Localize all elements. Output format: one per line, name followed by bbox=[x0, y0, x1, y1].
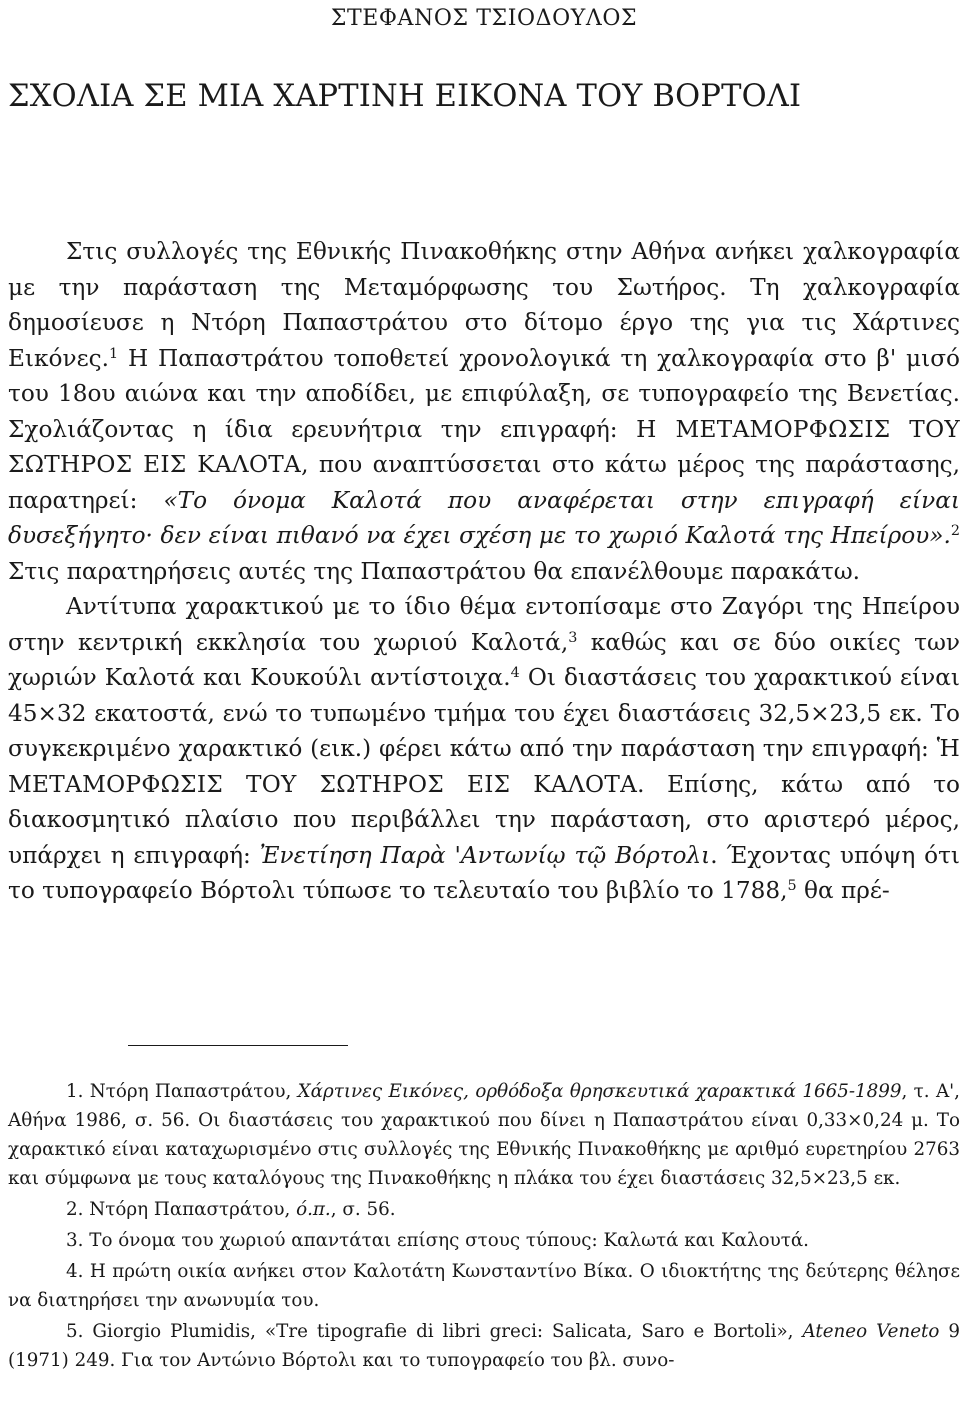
footnote-1-text-b: , τ. Α', Αθήνα 1986, σ. 56. Οι διαστάσεις του χαρακτικού που δίνει η Παπαστράτου είναι 0,33×0,24 μ. Το χαρακτικό είναι καταχωρισμένο στις συλλογές της Εθνικής Πινακοθήκης με αριθμό ευρετηρίου 2763 και σύμφωνα με τους καταλόγους της Πινακοθήκης η πλάκα του έχει διαστάσεις 32,5×23,5 εκ. bbox=[8, 1081, 960, 1189]
article-title: ΣΧΟΛΙΑ ΣΕ ΜΙΑ ΧΑΡΤΙΝΗ ΕΙΚΟΝΑ ΤΟΥ ΒΟΡΤΟΛΙ bbox=[8, 79, 802, 114]
footnote-2-text-b: , σ. 56. bbox=[330, 1199, 396, 1220]
footnote-1-text-a: 1. Ντόρη Παπαστράτου, bbox=[66, 1081, 298, 1102]
paragraph-1-text-b: Η Παπαστράτου τοποθετεί χρονολογικά τη χαλκογραφία στο β' μισό του 18ου αιώνα και την αποδίδει, με επιφύλαξη, σε τυπογραφείο της Βενετίας. Σχολιάζοντας η ίδια ερευνήτρια την επιγραφή: bbox=[8, 344, 960, 443]
footnote-ref-4: 4 bbox=[510, 665, 520, 682]
papastratou-quote: «Το όνομα Καλοτά που αναφέρεται στην επιγραφή είναι δυσεξήγητο· δεν είναι πιθανό να έχει σχέση με το χωριό Καλοτά της Ηπείρου». bbox=[8, 486, 960, 549]
author-name: ΣΤΕΦΑΝΟΣ ΤΣΙΟΔΟΥΛΟΣ bbox=[330, 6, 638, 31]
footnote-5 bbox=[8, 1317, 960, 1375]
paragraph-1-text-d: Στις παρατηρήσεις αυτές της Παπαστράτου θα επανέλθουμε παρακάτω. bbox=[8, 557, 861, 585]
footnote-ref-3: 3 bbox=[568, 629, 578, 646]
paragraph-2-text-e: . Έχοντας υπόψη ότι το τυπογραφείο Βόρτολι τύπωσε το τελευταίο του βιβλίο το 1788, bbox=[8, 841, 960, 904]
footnote-ref-1: 1 bbox=[108, 345, 119, 362]
footnote-1-italic: Χάρτινες Εικόνες, ορθόδοξα θρησκευτικά χαρακτικά 1665-1899 bbox=[297, 1081, 902, 1102]
paragraph-2-text-c: Οι διαστάσεις του χαρακτικού είναι 45×32 εκατοστά, ενώ το τυπωμένο τμήμα του έχει διαστάσεις 32,5×23,5 εκ. Το συγκεκριμένο χαρακτικό (εικ.) φέρει κάτω από την παράσταση την επιγραφή: bbox=[8, 664, 960, 762]
footnotes bbox=[8, 1077, 960, 1375]
paragraph-1 bbox=[8, 234, 960, 589]
footnote-2 bbox=[8, 1195, 960, 1224]
paragraph-2-text-b: καθώς και σε δύο οικίες των χωριών Καλοτά και Κουκούλι αντίστοιχα. bbox=[8, 628, 960, 691]
paragraph-1-text-a: Στις συλλογές της Εθνικής Πινακοθήκης στην Αθήνα ανήκει χαλκογραφία με την παράσταση της Μεταμόρφωσης του Σωτήρος. Τη χαλκογραφία δημοσίευσε η Ντόρη Παπαστράτου στο δίτομο έργο της για τις Χάρτινες Εικόνες. bbox=[8, 238, 960, 372]
document-page bbox=[8, 0, 960, 1409]
paragraph-2 bbox=[8, 589, 960, 909]
footnote-ref-5: 5 bbox=[787, 878, 797, 895]
footnote-5-italic: Ateneo Veneto bbox=[802, 1321, 940, 1342]
paragraph-2-text-d: . Επίσης, κάτω από το διακοσμητικό πλαίσιο που περιβάλλει την παράσταση, στο αριστερό μέρος, υπάρχει η επιγραφή: bbox=[8, 770, 960, 869]
footnote-separator bbox=[128, 1045, 348, 1046]
paragraph-2-text-a: Αντίτυπα χαρακτικού με το ίδιο θέμα εντοπίσαμε στο Ζαγόρι της Ηπείρου στην κεντρική εκκλησία του χωριού Καλοτά, bbox=[8, 593, 960, 656]
footnote-5-text-b: 9 (1971) 249. Για τον Αντώνιο Βόρτολι και το τυπογραφείο του βλ. συνο- bbox=[8, 1321, 960, 1371]
footnote-4: 4. Η πρώτη οικία ανήκει στον Καλοτάτη Κωνσταντίνο Βίκα. Ο ιδιοκτήτης της δεύτερης θέλησε να διατηρήσει την ανωνυμία του. bbox=[8, 1261, 960, 1311]
footnote-2-text-a: 2. Ντόρη Παπαστράτου, bbox=[66, 1199, 297, 1220]
footnote-2-italic: ό.π. bbox=[296, 1199, 331, 1220]
inscription-caps-2: Ἡ ΜΕΤΑΜΟΡΦΩΣΙΣ ΤΟΥ ΣΩΤΗΡΟΣ ΕΙΣ ΚΑΛΟΤΑ bbox=[8, 735, 960, 798]
footnote-3: 3. Το όνομα του χωριού απαντάται επίσης στους τύπους: Καλωτά και Καλουτά. bbox=[66, 1230, 809, 1251]
inscription-caps-1: Η ΜΕΤΑΜΟΡΦΩΣΙΣ ΤΟΥ ΣΩΤΗΡΟΣ ΕΙΣ ΚΑΛΟΤΑ bbox=[8, 415, 960, 478]
paragraph-2-text-f: θα πρέ- bbox=[796, 877, 890, 904]
footnote-ref-2: 2 bbox=[950, 523, 960, 540]
article-body bbox=[8, 234, 960, 909]
paragraph-1-text-c: , που αναπτύσσεται στο κάτω μέρος της παράστασης, παρατηρεί: bbox=[8, 451, 960, 514]
footnote-5-text-a: 5. Giorgio Plumidis, «Tre tipografie di libri greci: Salicata, Saro e Bortoli», bbox=[66, 1321, 803, 1342]
footnote-1 bbox=[8, 1077, 960, 1193]
inscription-italic: Ἐνετίηση Παρὰ 'Αντωνίῳ τῷ Βόρτολι bbox=[259, 841, 711, 869]
